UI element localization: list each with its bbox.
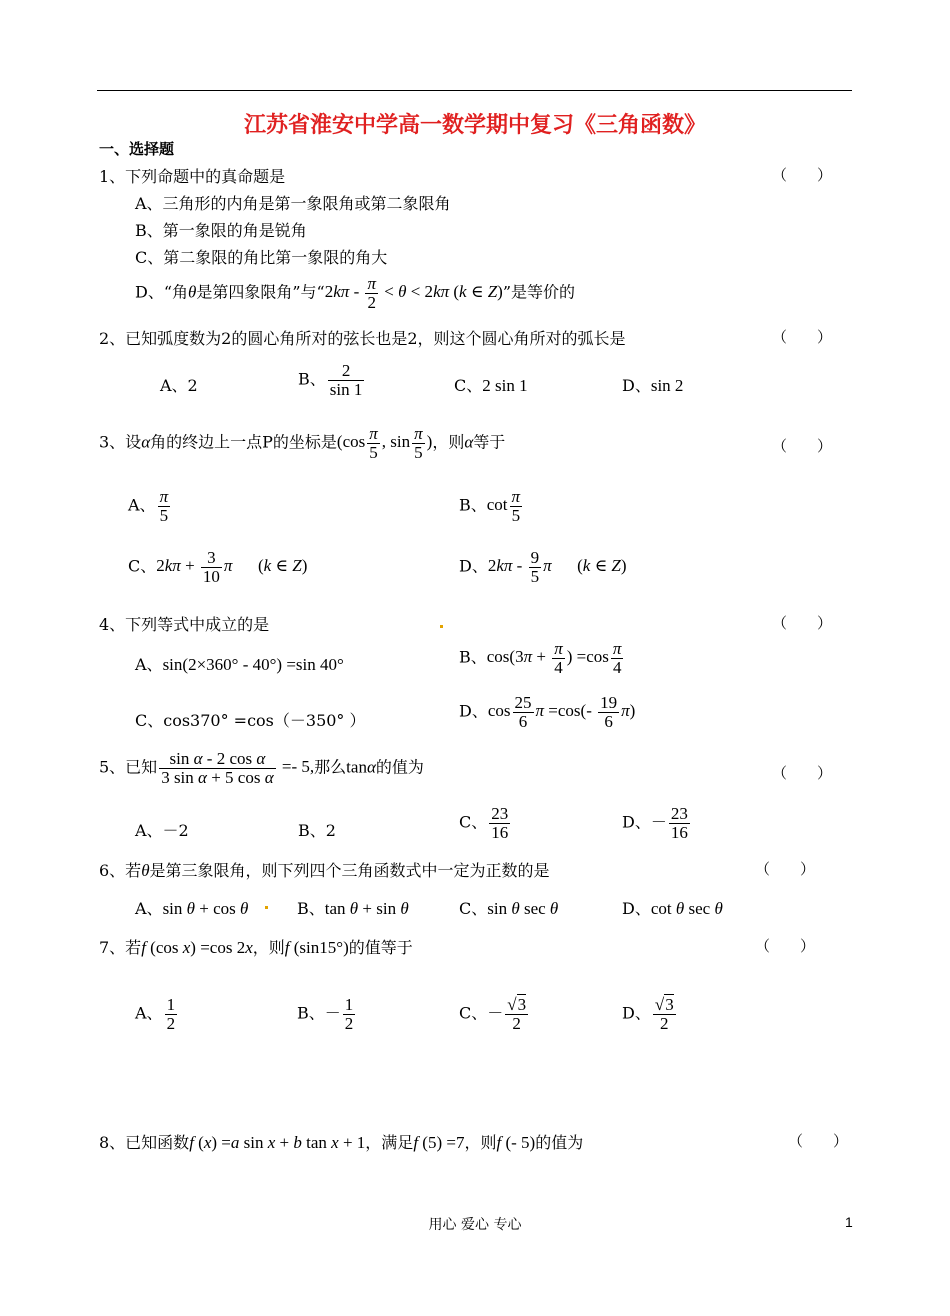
q3-stem: 3、设α角的终边上一点P的坐标是(cos $\frac{\pi}{5}$ , sin $\frac{\pi}{5}$ )，则α等于: [99, 424, 506, 462]
stray-dot-2: [265, 906, 268, 909]
q5-answer-blank: （ ）: [772, 764, 833, 782]
q4-option-a: A、sin(2×360° - 40°) =sin 40°: [135, 655, 344, 674]
q4-option-b: B、cos(3π + $\frac{\pi}{4}$ ) =cos $\frac{\pi}{4}$: [459, 639, 622, 677]
q7-answer-blank: （ ）: [755, 937, 816, 955]
header-rule: [97, 90, 852, 91]
q1-d-mid: 是第四象限角”与“: [196, 282, 325, 302]
q6-option-c: C、sin θ sec θ: [459, 899, 559, 918]
q7-option-a: A、 $\frac{1}{2}$: [135, 995, 176, 1033]
q3-option-c: C、2kπ + $\frac{3}{10}$ π (k ∈ Z): [128, 548, 308, 586]
q6-answer-blank: （ ）: [755, 860, 816, 878]
q5-option-d: D、－ $\frac{23}{16}$: [622, 804, 688, 842]
q1-option-b: B、第一象限的角是锐角: [135, 221, 307, 240]
q1-stem: 1、下列命题中的真命题是: [99, 167, 286, 186]
q2-answer-blank: （ ）: [772, 328, 833, 346]
q4-option-c: C、cos370° =cos（－350° ）: [135, 711, 366, 730]
q3-option-b: B、cot $\frac{\pi}{5}$: [459, 487, 521, 525]
q7-option-c: C、－ $\frac{√3}{2}$: [459, 995, 527, 1033]
q1-d-post: ”是等价的: [502, 282, 576, 302]
q1-option-a: A、三角形的内角是第一象限角或第二象限角: [135, 194, 451, 213]
q2-option-d: D、sin 2: [622, 376, 684, 395]
q7-option-b: B、－ $\frac{1}{2}$: [297, 995, 354, 1033]
section-heading: 一、选择题: [99, 140, 175, 158]
q3-option-d: D、2kπ - $\frac{9}{5}$ π (k ∈ Z): [459, 548, 627, 586]
q6-stem: 6、若θ是第三象限角，则下列四个三角函数式中一定为正数的是: [99, 861, 550, 880]
q1-option-c: C、第二象限的角比第一象限的角大: [135, 248, 388, 267]
footer-text: 用心 爱心 专心: [428, 1217, 522, 1233]
stray-dot: [440, 625, 443, 628]
q5-option-c: C、 $\frac{23}{16}$: [459, 804, 509, 842]
q2-option-b: B、 $\frac{2}{\sin 1}$: [298, 361, 363, 399]
q4-stem: 4、下列等式中成立的是: [99, 615, 270, 634]
page-number: 1: [845, 1214, 853, 1230]
q6-option-a: A、sin θ + cos θ: [135, 899, 249, 918]
q4-option-d: D、cos $\frac{25}{6}$ π =cos(- $\frac{19}{6}$ π): [459, 693, 636, 731]
q5-option-a: A、－2: [135, 821, 189, 840]
q1-option-d: D、“角θ是第四象限角”与“2kπ - $\frac{\pi}{2}$ < θ < 2kπ (k ∈ Z)”是等价的: [135, 274, 576, 312]
q5-option-b: B、2: [298, 821, 336, 840]
q2-option-a: A、2: [160, 376, 198, 395]
q5-stem: 5、已知 $\frac{\text{sin α - 2 cos α}}{\text{3 sin α + 5 cos α}}$ =- 5,那么tanα的值为: [99, 749, 424, 787]
q2-stem: 2、已知弧度数为2的圆心角所对的弦长也是2，则这个圆心角所对的弧长是: [99, 329, 626, 348]
q3-option-a: A、 $\frac{\pi}{5}$: [128, 487, 169, 525]
q6-option-b: B、tan θ + sin θ: [297, 899, 409, 918]
q8-stem: 8、已知函数f (x) =a sin x + b tan x + 1，满足f (5) =7，则f (- 5)的值为: [99, 1133, 584, 1152]
q2-option-c: C、2 sin 1: [454, 376, 528, 395]
q4-answer-blank: （ ）: [772, 614, 833, 632]
page-title: 江苏省淮安中学高一数学期中复习《三角函数》: [243, 113, 706, 138]
q8-answer-blank: （ ）: [788, 1132, 849, 1150]
q7-option-d: D、 $\frac{√3}{2}$: [622, 995, 674, 1033]
q1-d-pre: D、“角: [135, 282, 189, 302]
q7-stem: 7、若f (cos x) =cos 2x，则f (sin15°)的值等于: [99, 938, 413, 957]
q6-option-d: D、cot θ sec θ: [622, 899, 723, 918]
q1-answer-blank: （ ）: [772, 166, 833, 184]
q3-answer-blank: （ ）: [772, 437, 833, 455]
